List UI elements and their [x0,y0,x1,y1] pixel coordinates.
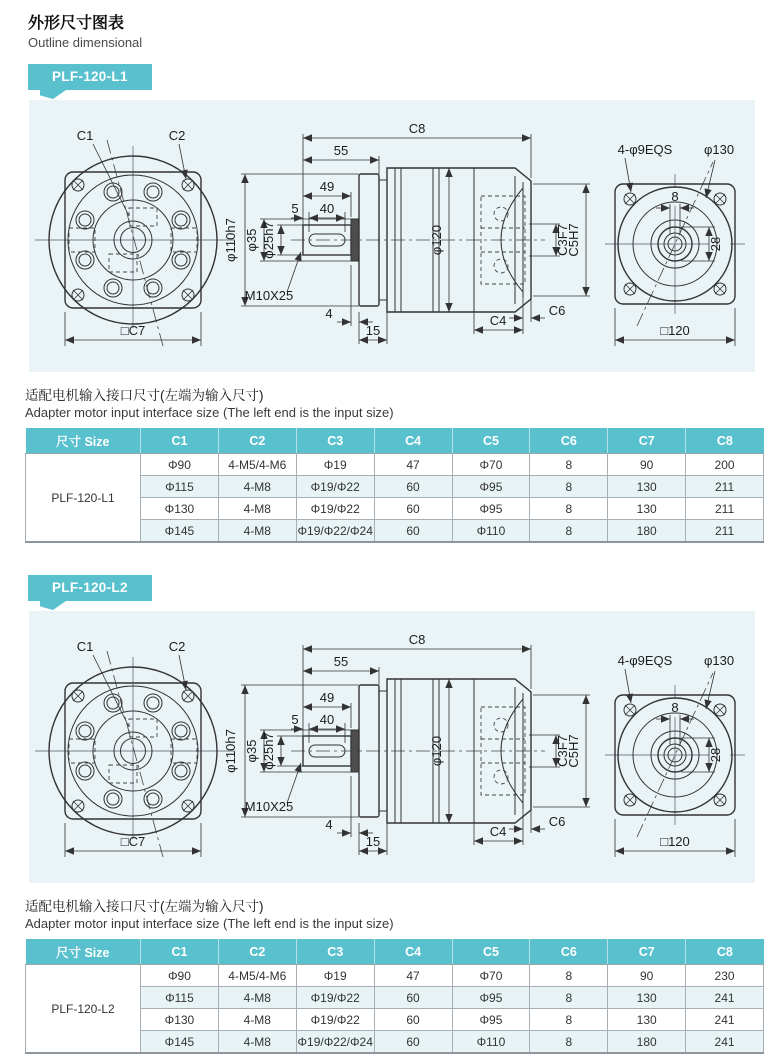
back-view [605,653,745,857]
table-cell: Φ145 [141,1031,219,1054]
table-cell: 90 [608,454,686,476]
table-cell: 4-M8 [218,987,296,1009]
dim-label-4: 4 [325,817,333,832]
table-cell: 47 [374,965,452,987]
dim-label-8: 8 [671,189,679,204]
dimension-table-l1 [25,428,764,543]
dim-label-c3f7: C3F7 [555,735,570,767]
dim-label-dia110h7: φ110h7 [223,218,238,262]
dim-label-49: 49 [319,690,335,705]
table-row [26,965,764,987]
dim-label-sq120: □120 [660,323,690,338]
side-view [223,121,590,344]
table-cell: Φ115 [141,987,219,1009]
table-cell: 4-M8 [218,1009,296,1031]
dim-label-40: 40 [319,201,335,216]
side-view [223,632,590,855]
table-cell: 60 [374,520,452,543]
table-header-row [26,428,764,454]
table-cell: 8 [530,454,608,476]
table-cell: Φ19/Φ22 [296,987,374,1009]
dimension-drawing [29,100,755,372]
dim-label-c4: C4 [489,824,507,839]
dim-label-5: 5 [291,712,299,727]
dim-label-c4: C4 [489,313,507,328]
table-cell: Φ95 [452,1009,530,1031]
col-header-c3: C3 [296,939,374,965]
dim-label-55: 55 [333,654,349,669]
adapter-note-en: Adapter motor input interface size (The left end is the input size) [25,405,394,420]
table-cell: Φ130 [141,498,219,520]
dim-label-c6: C6 [548,814,566,829]
col-header-c8: C8 [686,428,764,454]
col-header-size: 尺寸 Size [26,428,141,454]
front-view [35,639,235,857]
front-view [35,128,235,346]
table-cell: 241 [686,987,764,1009]
dim-label-5: 5 [291,201,299,216]
table-cell: 4-M5/4-M6 [218,965,296,987]
table-cell: 8 [530,965,608,987]
table-cell: 60 [374,987,452,1009]
section-plf-120-l1 [0,50,780,543]
drawing-panel-l1 [29,100,755,372]
table-cell: 130 [608,476,686,498]
dim-label-49: 49 [319,179,335,194]
table-cell: 241 [686,1031,764,1054]
table-cell: 8 [530,476,608,498]
dim-label-dia130: φ130 [703,653,735,668]
dim-label-55: 55 [333,143,349,158]
table-cell: 211 [686,498,764,520]
table-header-row [26,939,764,965]
col-header-c6: C6 [530,939,608,965]
dim-label-c7: □C7 [120,323,146,338]
dim-label-c8: C8 [408,121,426,136]
table-cell: 8 [530,1031,608,1054]
table-cell: Φ130 [141,1009,219,1031]
adapter-note-zh: 适配电机输入接口尺寸(左端为输入尺寸) [25,388,264,403]
table-cell: 8 [530,987,608,1009]
model-cell: PLF-120-L1 [26,454,141,543]
col-header-c7: C7 [608,939,686,965]
table-cell: 180 [608,1031,686,1054]
table-cell: 4-M8 [218,520,296,543]
page-title: 外形尺寸图表 [28,15,125,32]
page-subtitle: Outline dimensional [28,35,143,50]
model-badge-l1: PLF-120-L1 [28,64,152,90]
dim-label-40: 40 [319,712,335,727]
datasheet-page [0,10,780,1054]
table-cell: Φ19/Φ22 [296,498,374,520]
dim-label-c2: C2 [168,639,186,654]
dim-label-c5h7: C5H7 [566,734,581,768]
dim-label-c2: C2 [168,128,186,143]
col-header-c4: C4 [374,939,452,965]
table-cell: 130 [608,987,686,1009]
dim-label-dia25h7: φ25h7 [261,732,276,770]
col-header-c7: C7 [608,428,686,454]
table-cell: Φ19 [296,965,374,987]
table-cell: 60 [374,498,452,520]
table-cell: 180 [608,520,686,543]
dim-label-c6: C6 [548,303,566,318]
dim-label-15: 15 [365,834,381,849]
col-header-c8: C8 [686,939,764,965]
table-cell: 211 [686,476,764,498]
dim-label-4xdia9eqs: 4-φ9EQS [617,142,673,157]
col-header-c5: C5 [452,428,530,454]
table-cell: Φ19/Φ22 [296,1009,374,1031]
table-cell: Φ110 [452,1031,530,1054]
table-cell: 211 [686,520,764,543]
dim-label-c1: C1 [76,639,94,654]
table-cell: 4-M5/4-M6 [218,454,296,476]
dim-label-dia35: φ35 [244,228,259,252]
table-cell: 200 [686,454,764,476]
table-cell: 130 [608,1009,686,1031]
table-cell: Φ110 [452,520,530,543]
table-cell: 8 [530,1009,608,1031]
dim-label-28: 28 [708,747,723,763]
table-cell: Φ70 [452,454,530,476]
table-cell: 60 [374,1031,452,1054]
dim-label-15: 15 [365,323,381,338]
table-cell: 60 [374,476,452,498]
dim-label-dia130: φ130 [703,142,735,157]
table-cell: Φ90 [141,965,219,987]
dim-label-dia35: φ35 [244,739,259,763]
col-header-c4: C4 [374,428,452,454]
table-cell: Φ19 [296,454,374,476]
table-cell: Φ95 [452,987,530,1009]
dim-label-c5h7: C5H7 [566,223,581,257]
dimension-table-l2 [25,939,764,1054]
table-cell: Φ115 [141,476,219,498]
col-header-c5: C5 [452,939,530,965]
table-cell: 90 [608,965,686,987]
table-cell: 4-M8 [218,498,296,520]
dim-label-c1: C1 [76,128,94,143]
table-cell: Φ19/Φ22/Φ24 [296,1031,374,1054]
col-header-c3: C3 [296,428,374,454]
table-cell: Φ19/Φ22/Φ24 [296,520,374,543]
table-cell: 60 [374,1009,452,1031]
model-badge-l2: PLF-120-L2 [28,575,152,601]
table-cell: Φ19/Φ22 [296,476,374,498]
col-header-size: 尺寸 Size [26,939,141,965]
col-header-c2: C2 [218,939,296,965]
table-cell: Φ95 [452,476,530,498]
adapter-note-en: Adapter motor input interface size (The left end is the input size) [25,916,394,931]
col-header-c6: C6 [530,428,608,454]
back-view [605,142,745,346]
dim-label-28: 28 [708,236,723,252]
dim-label-dia110h7: φ110h7 [223,729,238,773]
table-cell: Φ145 [141,520,219,543]
table-cell: Φ95 [452,498,530,520]
table-cell: 4-M8 [218,476,296,498]
table-cell: 8 [530,520,608,543]
dim-label-c7: □C7 [120,834,146,849]
model-cell: PLF-120-L2 [26,965,141,1054]
table-cell: 130 [608,498,686,520]
dim-label-m10x25: M10X25 [244,288,294,303]
section-plf-120-l2 [0,543,780,1054]
drawing-panel-l2 [29,611,755,883]
table-cell: 47 [374,454,452,476]
dim-label-dia120: φ120 [429,735,444,767]
dim-label-4xdia9eqs: 4-φ9EQS [617,653,673,668]
table-row [26,454,764,476]
dim-label-c3f7: C3F7 [555,224,570,256]
table-cell: 241 [686,1009,764,1031]
dimension-drawing [29,611,755,883]
dim-label-sq120: □120 [660,834,690,849]
table-cell: 8 [530,498,608,520]
table-cell: Φ70 [452,965,530,987]
dim-label-dia25h7: φ25h7 [261,221,276,259]
col-header-c1: C1 [141,428,219,454]
table-cell: 230 [686,965,764,987]
col-header-c2: C2 [218,428,296,454]
col-header-c1: C1 [141,939,219,965]
table-cell: Φ90 [141,454,219,476]
table-cell: 4-M8 [218,1031,296,1054]
dim-label-c8: C8 [408,632,426,647]
adapter-note-zh: 适配电机输入接口尺寸(左端为输入尺寸) [25,899,264,914]
dim-label-m10x25: M10X25 [244,799,294,814]
dim-label-dia120: φ120 [429,224,444,256]
dim-label-4: 4 [325,306,333,321]
dim-label-8: 8 [671,700,679,715]
